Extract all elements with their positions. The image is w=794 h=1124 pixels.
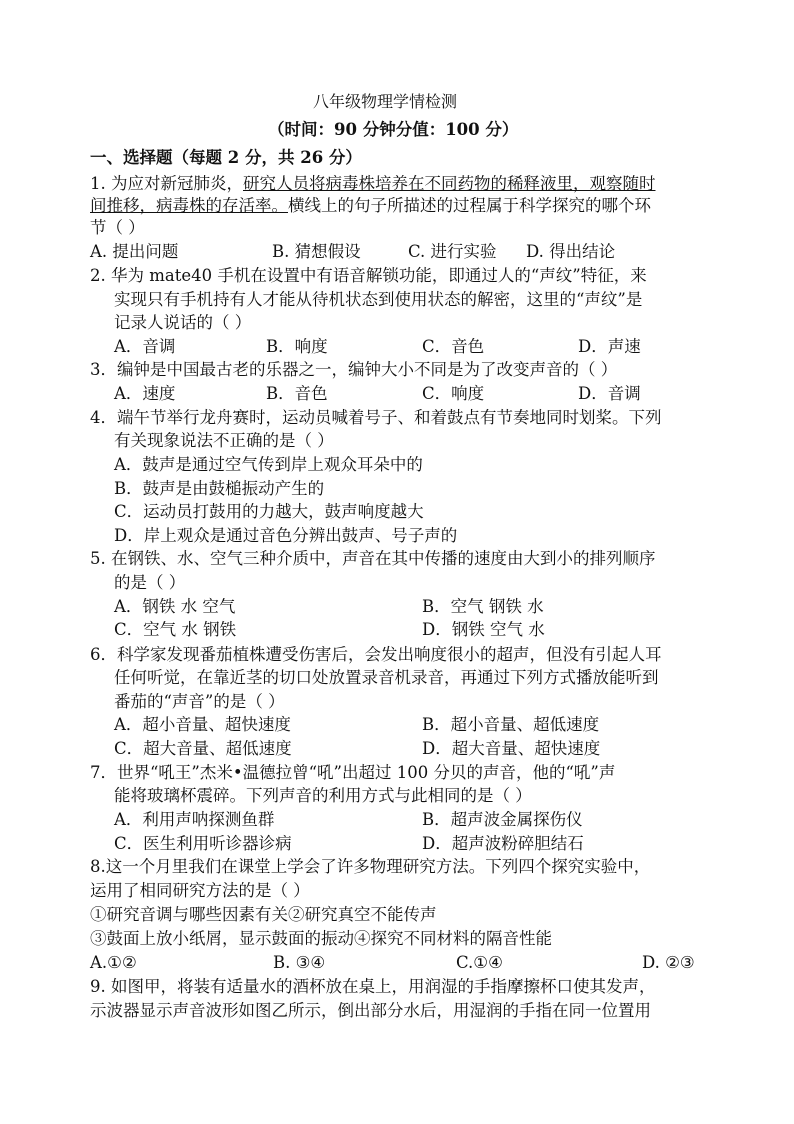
question-8-line: 8.这一个月里我们在课堂上学会了许多物理研究方法。下列四个探究实验中， — [90, 857, 651, 876]
question-4-line: 有关现象说法不正确的是（ ） — [114, 431, 334, 450]
option: C.①④ — [456, 953, 503, 972]
question-6-line: 任何听觉，在靠近茎的切口处放置录音机录音，再通过下列方式播放能听到 — [114, 668, 659, 687]
page-title: 八年级物理学情检测 — [313, 92, 458, 111]
question-6-line: 番茄的“声音”的是（ ） — [114, 692, 285, 711]
section-heading: 一、选择题（每题 2 分，共 26 分） — [90, 148, 362, 167]
option: D．声速 — [578, 337, 641, 356]
question-1-rest: 横线上的句子所描述的过程属于科学探究的哪个环 — [288, 196, 651, 215]
question-5-option-b: B．空气 钢铁 水 — [422, 597, 544, 616]
question-5-option-d: D．钢铁 空气 水 — [422, 620, 545, 639]
question-8-line: ③鼓面上放小纸屑，显示鼓面的振动④探究不同材料的隔音性能 — [90, 929, 552, 948]
question-8-line: 运用了相同研究方法的是（ ） — [90, 881, 310, 900]
question-5-line: 5. 在钢铁、水、空气三种介质中，声音在其中传播的速度由大到小的排列顺序 — [90, 549, 656, 568]
question-7-option-a: A．利用声呐探测鱼群 — [114, 810, 275, 829]
question-2-line: 2. 华为 mate40 手机在设置中有语音解锁功能，即通过人的“声纹”特征，来 — [90, 266, 647, 285]
question-3-line: 3．编钟是中国最古老的乐器之一，编钟大小不同是为了改变声音的（ ） — [90, 360, 618, 379]
question-4-option-c: C．运动员打鼓用的力越大，鼓声响度越大 — [114, 502, 424, 521]
question-7-option-b: B．超声波金属探伤仪 — [422, 810, 583, 829]
question-5-line: 的是（ ） — [114, 573, 186, 592]
option: A. 提出问题 — [90, 242, 179, 261]
question-6-option-c: C．超大音量、超低速度 — [114, 739, 292, 758]
question-4-option-d: D．岸上观众是通过音色分辨出鼓声、号子声的 — [114, 526, 458, 545]
question-8-line: ①研究音调与哪些因素有关②研究真空不能传声 — [90, 905, 437, 924]
question-1-underlined-part-1: 研究人员将病毒株培养在不同药物的稀释液里，观察随时 — [243, 174, 656, 193]
question-6-line: 6．科学家发现番茄植株遭受伤害后，会发出响度很小的超声，但没有引起人耳 — [90, 645, 662, 664]
question-9-line: 9. 如图甲，将装有适量水的酒杯放在桌上，用润湿的手指摩擦杯口使其发声， — [90, 977, 656, 996]
option: A．音调 — [114, 337, 176, 356]
option: A.①② — [90, 953, 137, 972]
question-6-option-b: B．超小音量、超低速度 — [422, 715, 600, 734]
question-7-option-d: D．超声波粉碎胆结石 — [422, 834, 584, 853]
option: D. 得出结论 — [526, 242, 616, 261]
question-5-option-a: A．钢铁 水 空气 — [114, 597, 236, 616]
exam-subtitle: （时间：90 分钟分值：100 分） — [268, 120, 519, 139]
question-7-option-c: C．医生利用听诊器诊病 — [114, 834, 292, 853]
question-7-line: 7．世界“吼王”杰米•温德拉曾“吼”出超过 100 分贝的声音，他的“吼”声 — [90, 763, 616, 782]
option: A．速度 — [114, 384, 176, 403]
question-1-line-2 — [90, 196, 651, 216]
question-1-underlined-part-2: 间推移，病毒株的存活率。 — [90, 196, 288, 215]
question-7-line: 能将玻璃杯震碎。下列声音的利用方式与此相同的是（ ） — [114, 786, 532, 805]
question-1-line-1 — [90, 174, 656, 194]
question-5-option-c: C．空气 水 钢铁 — [114, 620, 237, 639]
question-4-line: 4．端午节举行龙舟赛时，运动员喊着号子、和着鼓点有节奏地同时划桨。下列 — [90, 408, 662, 427]
question-9-line: 示波器显示声音波形如图乙所示，倒出部分水后，用湿润的手指在同一位置用 — [90, 1001, 651, 1020]
option: C. 进行实验 — [408, 242, 497, 261]
question-1-line-3: 节（ ） — [90, 218, 145, 237]
question-2-line: 实现只有手机持有人才能从待机状态到使用状态的解密，这里的“声纹”是 — [114, 290, 643, 309]
option: C．音色 — [422, 337, 485, 356]
question-2-line: 记录人说话的（ ） — [114, 313, 252, 332]
option: B. ③④ — [273, 953, 326, 972]
question-1-prefix: 1. 为应对新冠肺炎， — [90, 174, 243, 193]
option: B．音色 — [266, 384, 328, 403]
option: D. ②③ — [642, 953, 695, 972]
question-4-option-b: B．鼓声是由鼓槌振动产生的 — [114, 479, 325, 498]
option: D．音调 — [578, 384, 641, 403]
option: B. 猜想假设 — [272, 242, 361, 261]
question-4-option-a: A．鼓声是通过空气传到岸上观众耳朵中的 — [114, 455, 423, 474]
question-6-option-d: D．超大音量、超快速度 — [422, 739, 601, 758]
question-6-option-a: A．超小音量、超快速度 — [114, 715, 291, 734]
option: C．响度 — [422, 384, 485, 403]
option: B．响度 — [266, 337, 328, 356]
